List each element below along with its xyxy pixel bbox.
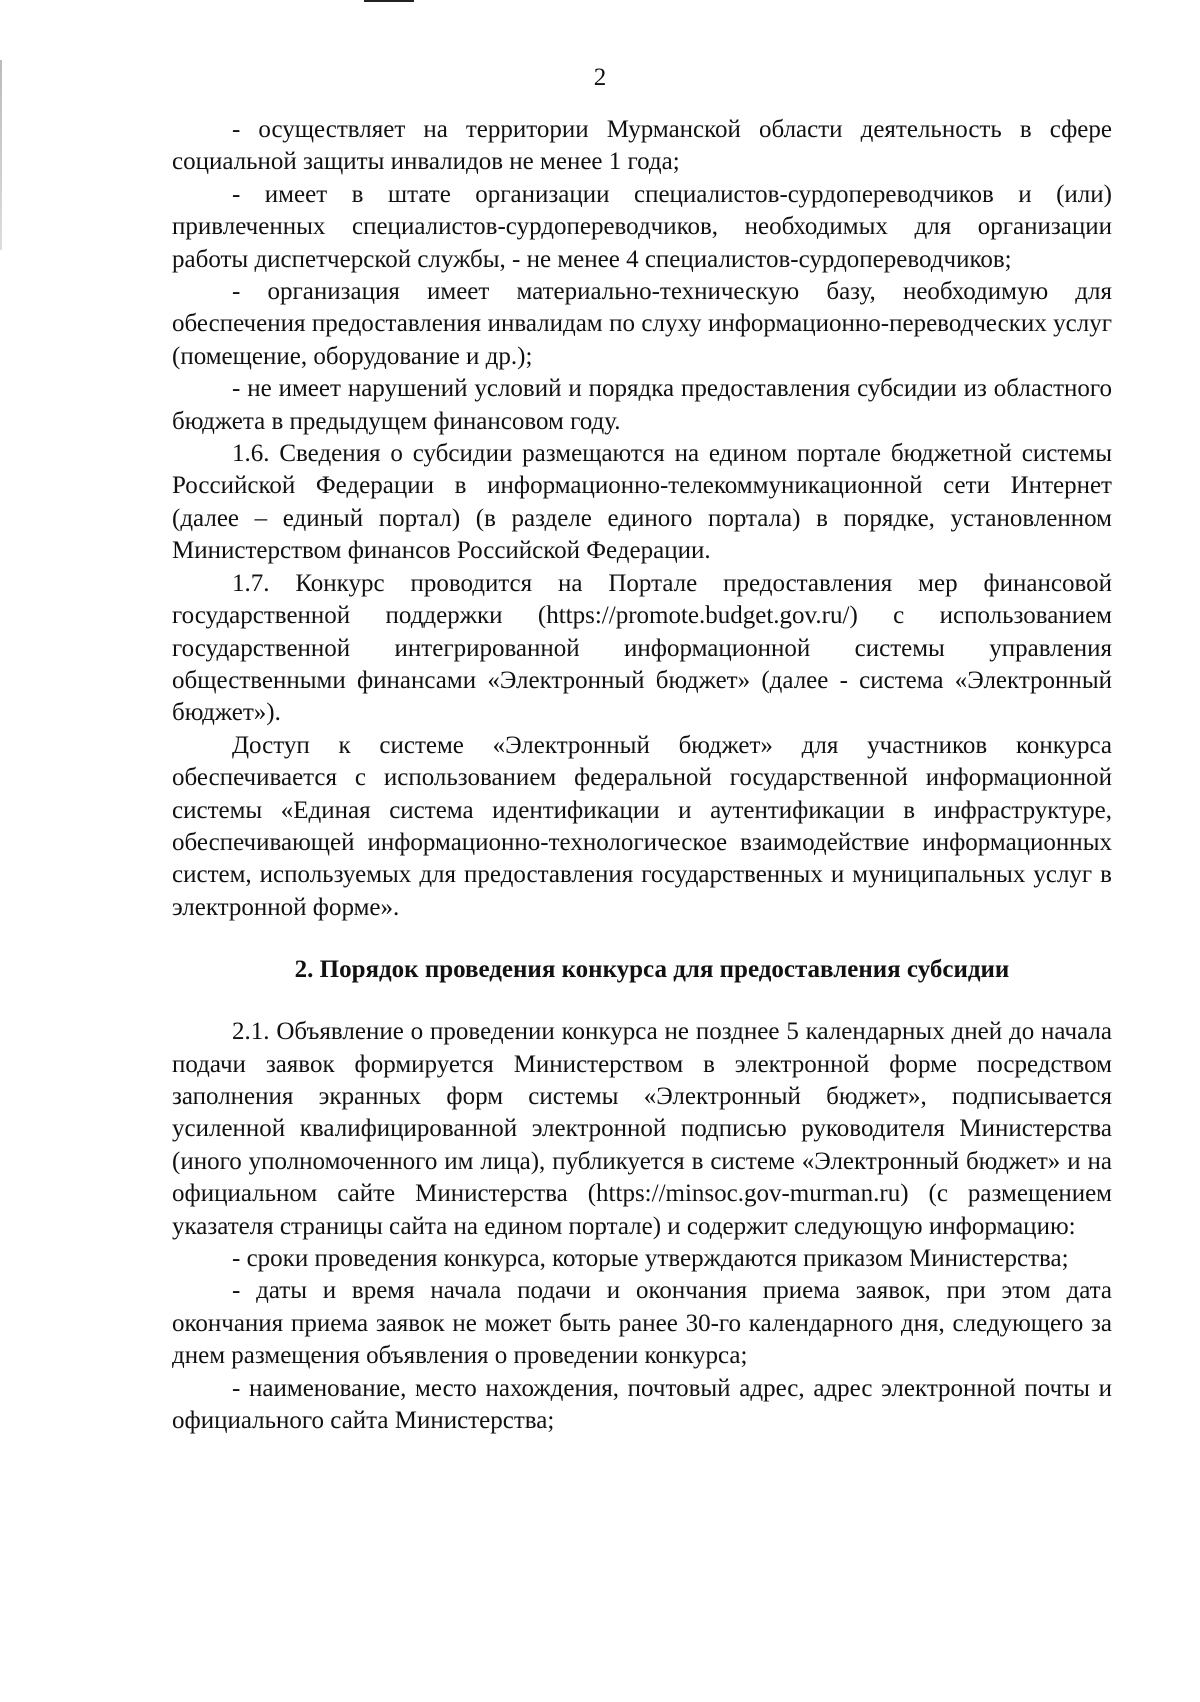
paragraph: 2.1. Объявление о проведении конкурса не позднее 5 календарных дней до начала подачи заявок формируется Министерством в электронной форме посредством заполнения экранных форм системы «Электронный бюджет», подписывается усиленной квалифицированной электронной подписью руководителя Министерства (иного уполномоченного им лица), публикуется в системе «Электронный бюджет» и на официальном сайте Министерства (https://minsoc.gov-murman.ru) (с размещением указателя страницы сайта на едином портале) и содержит следующую информацию:: [172, 1018, 1112, 1240]
paragraph: - даты и время начала подачи и окончания приема заявок, при этом дата окончания приема заявок не может быть ранее 30-го календарного дня, следующего за днем размещения объявления о проведении конкурса;: [172, 1277, 1112, 1370]
scan-artifact-line: [364, 0, 414, 2]
paragraph: Доступ к системе «Электронный бюджет» для участников конкурса обеспечивается с использованием федеральной государственной информационной системы «Единая система идентификации и аутентификации в инфраструктуре, обеспечивающей информационно-технологическое взаимодействие информационных систем, используемых для предоставления государственных и муниципальных услуг в электронной форме».: [172, 731, 1112, 921]
paragraph: - имеет в штате организации специалистов-сурдопереводчиков и (или) привлеченных специалистов-сурдопереводчиков, необходимых для организации работы диспетчерской службы, - не менее 4 специалистов-сурдопереводчиков;: [172, 180, 1112, 273]
page-number: 2: [593, 64, 607, 91]
paragraph: - не имеет нарушений условий и порядка предоставления субсидии из областного бюджета в предыдущем финансовом году.: [172, 375, 1112, 435]
section-title: 2. Порядок проведения конкурса для предоставления субсидии: [294, 956, 1010, 984]
paragraph: 1.6. Сведения о субсидии размещаются на едином портале бюджетной системы Российской Федерации в информационно-телекоммуникационной сети Интернет (далее – единый портал) (в разделе единого портала) в порядке, установленном Министерством финансов Российской Федерации.: [172, 440, 1112, 565]
paragraph: - осуществляет на территории Мурманской области деятельность в сфере социальной защиты инвалидов не менее 1 года;: [172, 116, 1112, 176]
paragraph: - сроки проведения конкурса, которые утверждаются приказом Министерства;: [232, 1245, 1069, 1272]
paragraph: - наименование, место нахождения, почтовый адрес, адрес электронной почты и официального сайта Министерства;: [172, 1374, 1112, 1435]
paragraph: 1.7. Конкурс проводится на Портале предоставления мер финансовой государственной поддержки (https://promote.budget.gov.ru/) с использованием государственной интегрированной информационной системы управления общественными финансами «Электронный бюджет» (далее - система «Электронный бюджет»).: [172, 569, 1112, 727]
paragraph: - организация имеет материально-техническую базу, необходимую для обеспечения предоставления инвалидам по слуху информационно-переводческих услуг (помещение, оборудование и др.);: [172, 278, 1112, 370]
document-body: [172, 114, 1112, 1437]
